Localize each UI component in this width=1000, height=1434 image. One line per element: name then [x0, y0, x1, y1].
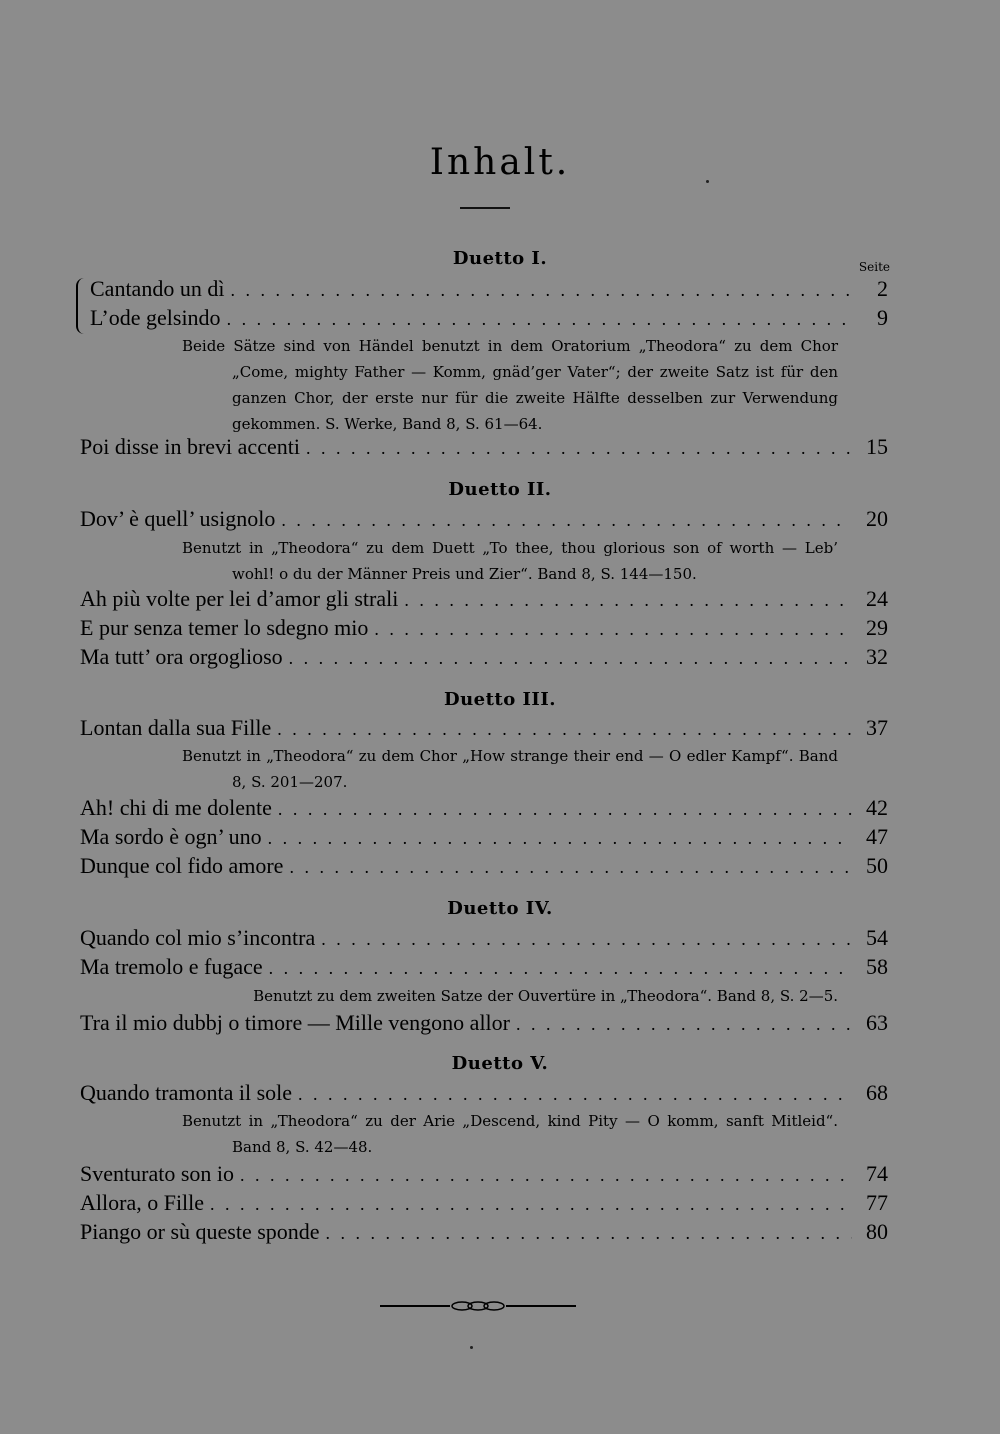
entry-title: Sventurato son io [80, 1161, 234, 1186]
entry-title: E pur senza temer lo sdegno mio [80, 615, 369, 640]
toc-entry [90, 276, 888, 304]
entry-page: 2 [877, 276, 888, 301]
entry-title: Lontan dalla sua Fille [80, 715, 272, 740]
toc-entry [90, 305, 888, 333]
entry-title: Piango or sù queste sponde [80, 1219, 320, 1244]
section-heading-duetto-1: Duetto I. [452, 248, 548, 269]
section-heading-duetto-3: Duetto III. [443, 689, 557, 710]
leader-dots [289, 857, 852, 878]
entry-title: Cantando un dì [90, 276, 225, 301]
leader-dots [404, 590, 852, 611]
entry-page: 68 [866, 1080, 888, 1105]
leader-dots [240, 1165, 852, 1186]
toc-entry [80, 1161, 888, 1189]
leader-dots [227, 309, 852, 330]
entry-title: Ah! chi di me dolente [80, 795, 272, 820]
entry-page: 63 [866, 1010, 888, 1035]
leader-dots [298, 1084, 852, 1105]
entry-title: Ma tremolo e fugace [80, 954, 263, 979]
toc-entry [80, 715, 888, 743]
section-heading-duetto-4: Duetto IV. [447, 898, 553, 919]
entry-title: Allora, o Fille [80, 1190, 205, 1215]
entry-page: 20 [866, 506, 888, 531]
leader-dots [277, 719, 852, 740]
leader-dots [326, 1223, 852, 1244]
leader-dots [321, 929, 852, 950]
leader-dots [516, 1014, 852, 1035]
entry-page: 37 [866, 715, 888, 740]
entry-page: 80 [866, 1219, 888, 1244]
entry-page: 24 [866, 586, 888, 611]
entry-title: Ma sordo è ogn’ uno [80, 824, 262, 849]
entry-note: Beide Sätze sind von Händel benutzt in dem Oratorium „Theodora“ zu dem Chor „Come, mighty Father — Komm, gnäd’ger Vater“; der zweite Satz ist für den ganzen Chor, der erste nur für die zweite Hälfte desselben zur Verwendung gekommen. S. Werke, Band 8, S. 61—64. [182, 337, 838, 433]
leader-dots [210, 1194, 852, 1215]
entry-page: 29 [866, 615, 888, 640]
entry-title: Quando tramonta il sole [80, 1080, 293, 1105]
toc-entry [80, 434, 888, 462]
toc-entry [80, 925, 888, 953]
entry-note: Benutzt in „Theodora“ zu dem Chor „How strange their end — O edler Kampf“. Band 8, S. 201—207. [182, 747, 838, 791]
entry-page: 50 [866, 853, 888, 878]
toc-entry [80, 1219, 888, 1247]
toc-entry [80, 506, 888, 534]
entry-title: L’ode gelsindo [90, 305, 221, 330]
toc-entry [80, 1190, 888, 1218]
entry-title: Ah più volte per lei d’amor gli strali [80, 586, 399, 611]
entry-title: Dunque col fido amore [80, 853, 284, 878]
entry-note: Benutzt zu dem zweiten Satze der Ouvertüre in „Theodora“. Band 8, S. 2—5. [253, 987, 838, 1005]
toc-entry [80, 824, 888, 852]
toc-entry [80, 853, 888, 881]
leader-dots [289, 648, 852, 669]
entry-page: 47 [866, 824, 888, 849]
entry-title: Poi disse in brevi accenti [80, 434, 300, 459]
entry-page: 42 [866, 795, 888, 820]
leader-dots [374, 619, 852, 640]
entry-title: Ma tutt’ ora orgoglioso [80, 644, 283, 669]
entry-title: Tra il mio dubbj o timore — Mille vengono allor [80, 1010, 510, 1035]
entry-page: 32 [866, 644, 888, 669]
entry-page: 74 [866, 1161, 888, 1186]
entry-page: 54 [866, 925, 888, 950]
brace-bracket [76, 278, 88, 334]
section-heading-duetto-2: Duetto II. [448, 479, 552, 500]
leader-dots [268, 828, 852, 849]
toc-entry [80, 644, 888, 672]
seite-label: Seite [858, 260, 890, 274]
leader-dots [230, 280, 852, 301]
toc-entry [80, 954, 888, 982]
entry-page: 9 [877, 305, 888, 330]
toc-entry [80, 1080, 888, 1108]
toc-entry [80, 615, 888, 643]
entry-note: Benutzt in „Theodora“ zu der Arie „Descend, kind Pity — O komm, sanft Mitleid“. Band 8, S. 42—48. [182, 1112, 838, 1156]
leader-dots [278, 799, 852, 820]
paper-speck [470, 1346, 473, 1349]
section-heading-duetto-5: Duetto V. [451, 1053, 549, 1074]
entry-title: Dov’ è quell’ usignolo [80, 506, 276, 531]
paper-speck [706, 180, 709, 183]
title-rule [460, 207, 510, 209]
leader-dots [306, 438, 852, 459]
entry-note: Benutzt in „Theodora“ zu dem Duett „To thee, thou glorious son of worth — Leb’ wohl! o du der Männer Preis und Zier“. Band 8, S. 144—150. [182, 539, 838, 583]
toc-entry [80, 795, 888, 823]
ornament-rule [380, 1296, 576, 1316]
leader-dots [281, 510, 852, 531]
page-title: Inhalt. [429, 142, 571, 183]
toc-entry [80, 586, 888, 614]
entry-title: Quando col mio s’incontra [80, 925, 316, 950]
entry-page: 15 [866, 434, 888, 459]
entry-page: 77 [866, 1190, 888, 1215]
toc-entry [80, 1010, 888, 1038]
entry-page: 58 [866, 954, 888, 979]
leader-dots [269, 958, 852, 979]
